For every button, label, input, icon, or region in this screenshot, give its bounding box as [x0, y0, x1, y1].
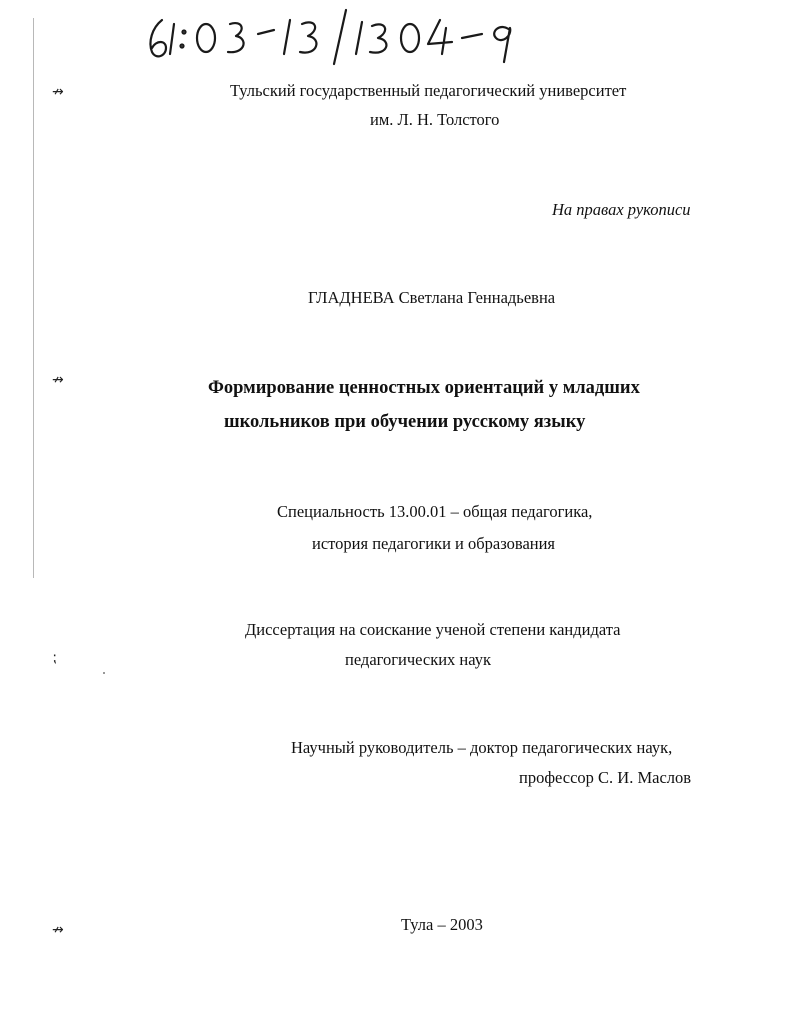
dissertation-title-line-1: Формирование ценностных ориентаций у младших — [208, 378, 640, 398]
handwritten-archive-code — [140, 6, 560, 66]
supervisor-line-1: Научный руководитель – доктор педагогических наук, — [291, 738, 673, 757]
place-and-year: Тула – 2003 — [401, 915, 483, 934]
degree-line-2: педагогических наук — [345, 650, 492, 669]
specialty-line-1: Специальность 13.00.01 – общая педагогика, — [277, 502, 593, 521]
dissertation-title-line-2: школьников при обучении русскому языку — [224, 412, 586, 432]
margin-mark-2: ↛ — [52, 372, 64, 388]
scan-speck — [103, 672, 105, 674]
specialty-line-2: история педагогики и образования — [312, 534, 556, 553]
university-named-after: им. Л. Н. Толстого — [370, 110, 500, 129]
supervisor-line-2: профессор С. И. Маслов — [519, 768, 692, 787]
degree-line-1: Диссертация на соискание ученой степени кандидата — [245, 620, 621, 639]
scan-margin-rule — [33, 18, 34, 578]
author-name: ГЛАДНЕВА Светлана Геннадьевна — [308, 288, 556, 307]
margin-mark-1: ↛ — [52, 84, 64, 100]
university-name: Тульский государственный педагогический университет — [230, 81, 627, 100]
margin-mark-4: ↛ — [52, 922, 64, 938]
margin-mark-3: ⁏ — [52, 650, 57, 666]
manuscript-note: На правах рукописи — [552, 200, 691, 219]
